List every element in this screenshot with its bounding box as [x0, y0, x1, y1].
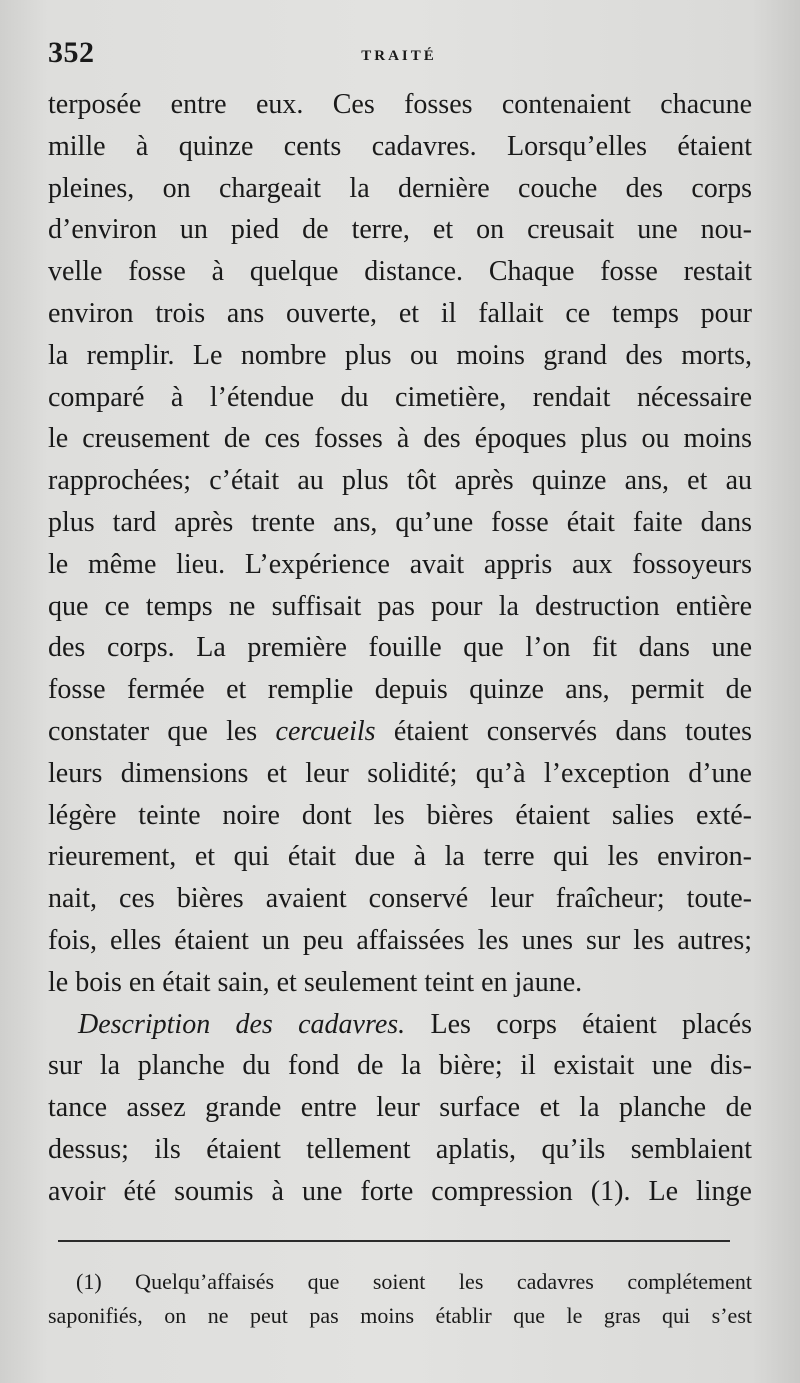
text-line: la remplir. Le nombre plus ou moins grand des morts, [48, 339, 752, 371]
text-line: que ce temps ne suffisait pas pour la destruction entière [48, 590, 752, 622]
text-line: le creusement de ces fosses à des époques plus ou moins [48, 423, 752, 455]
text-line: des corps. La première fouille que l’on fit dans une [48, 632, 752, 664]
text-line: fosse fermée et remplie depuis quinze ans, permit de [48, 674, 752, 706]
body-text [48, 84, 752, 1213]
text-line: fois, elles étaient un peu affaissées les unes sur les autres; [48, 924, 752, 956]
text-line-with-heading [48, 1004, 752, 1046]
footnote [48, 1265, 752, 1333]
page-number: 352 [48, 36, 95, 69]
text-segment: constater que les [48, 715, 276, 747]
text-line: plus tard après trente ans, qu’une fosse était faite dans [48, 506, 752, 538]
page-header [48, 36, 750, 76]
text-segment: étaient conservés dans toutes [375, 715, 752, 747]
text-line: comparé à l’étendue du cimetière, rendait nécessaire [48, 381, 752, 413]
paragraph-2 [48, 1004, 752, 1213]
text-line: terposée entre eux. Ces fosses contenaient chacune [48, 89, 752, 120]
footnote-line: saponifiés, on ne peut pas moins établir que le gras qui s’est [48, 1303, 752, 1328]
text-line: mille à quinze cents cadavres. Lorsqu’elles étaient [48, 130, 752, 162]
text-line: leurs dimensions et leur solidité; qu’à l’exception d’une [48, 757, 752, 789]
text-line: tance assez grande entre leur surface et la planche de [48, 1092, 752, 1124]
running-title: TRAITÉ [361, 48, 437, 64]
text-line-with-italic [48, 711, 752, 753]
text-line: nait, ces bières avaient conservé leur fraîcheur; toute- [48, 883, 752, 915]
footnote-separator-rule [58, 1240, 730, 1242]
text-line: pleines, on chargeait la dernière couche des corps [48, 172, 752, 204]
section-heading-italic: Description des cadavres. [78, 1008, 406, 1040]
text-line: dessus; ils étaient tellement aplatis, qu’ils semblaient [48, 1133, 752, 1165]
footnote-line: (1) Quelqu’affaisés que soient les cadavres complétement [76, 1269, 752, 1294]
text-line: velle fosse à quelque distance. Chaque fosse restait [48, 256, 752, 288]
paragraph-1 [48, 84, 752, 1004]
text-line: d’environ un pied de terre, et on creusait une nou- [48, 214, 752, 246]
text-line: sur la planche du fond de la bière; il existait une dis- [48, 1050, 752, 1082]
text-line: le bois en était sain, et seulement teint en jaune. [48, 966, 583, 998]
italic-term-cercueils: cercueils [275, 715, 376, 747]
text-line: rapprochées; c’était au plus tôt après quinze ans, et au [48, 465, 752, 497]
text-line: rieurement, et qui était due à la terre qui les environ- [48, 841, 752, 873]
text-line: environ trois ans ouverte, et il fallait ce temps pour [48, 297, 752, 329]
text-line: avoir été soumis à une forte compression (1). Le linge [48, 1175, 752, 1207]
text-line: légère teinte noire dont les bières étaient salies exté- [48, 799, 752, 831]
text-segment: Les corps étaient placés [405, 1008, 752, 1040]
text-line: le même lieu. L’expérience avait appris aux fossoyeurs [48, 548, 752, 580]
